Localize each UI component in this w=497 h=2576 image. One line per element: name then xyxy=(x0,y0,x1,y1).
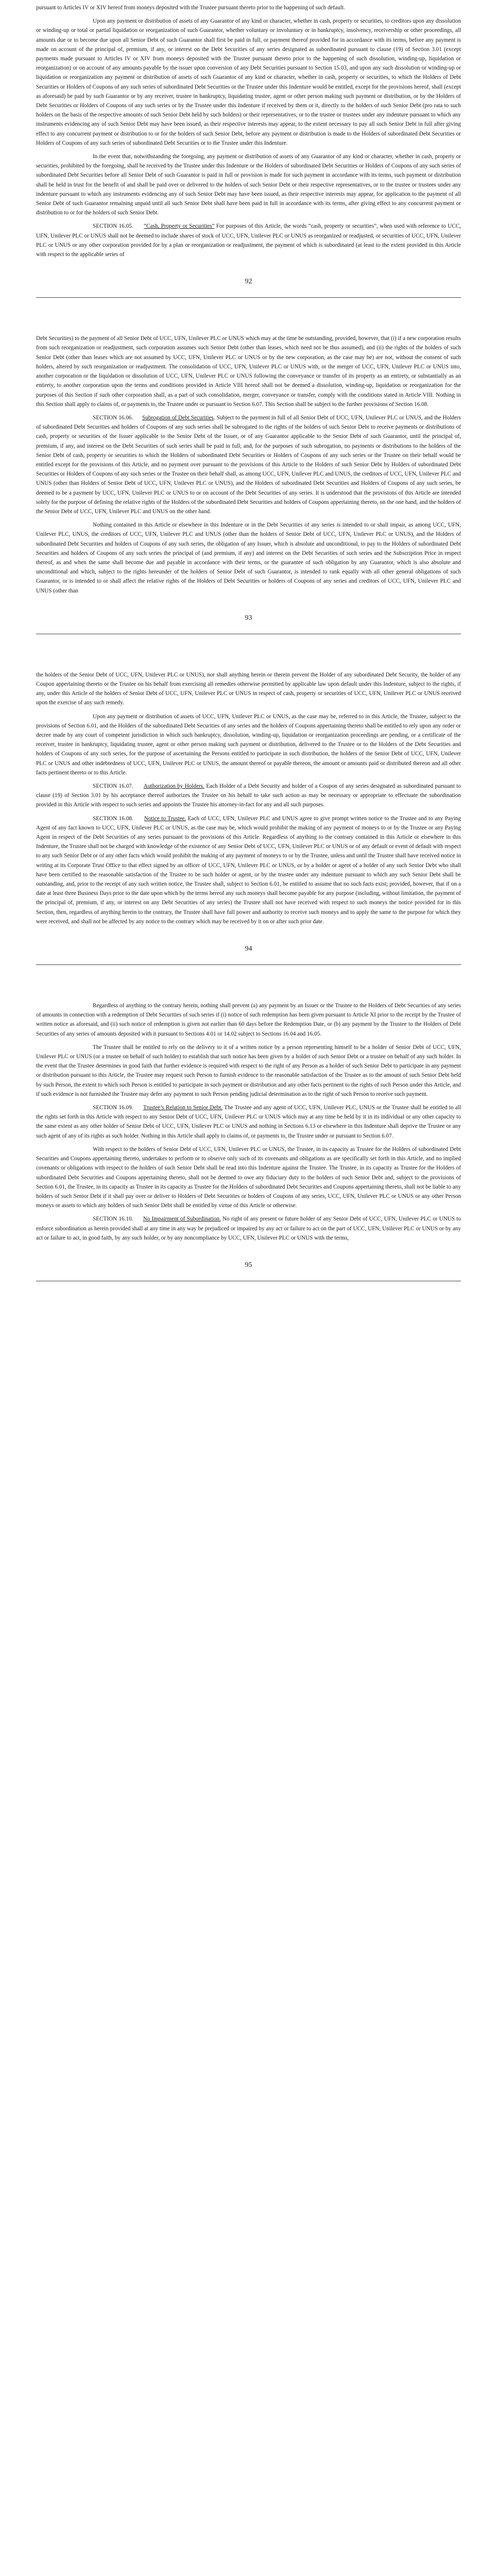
section-16-10 xyxy=(36,1214,461,1243)
section-heading: SECTION 16.06. xyxy=(93,414,133,421)
paragraph: The Trustee shall be entitled to rely on the delivery to it of a written notice by a person representing himself to be a holder of Senior Debt of UCC, UFN, Unilever PLC or UNUS (or a trustee on behalf of such holder) to establish that such notice has been given by a holder of such Senior Debt or a trustee on behalf of any such holder. In the event that the Trustee determines in good faith that further evidence is required with respect to the right of any Person as a holder of such Senior Debt to participate in any payment or distribution pursuant to this Article, the Trustee may request such Person to furnish evidence to the reasonable satisfaction of the Trustee as to the amount of such Senior Debt held by such Person, the extent to which such Person is entitled to participate in such payment or distribution and any other facts pertinent to the rights of such Person under this Article, and if such evidence is not furnished the Trustee may defer any payment to such Person pending judicial determination as to the right of such Person to receive such payment. xyxy=(36,1044,461,1097)
paragraph: Nothing contained in this Article or elsewhere in this Indenture or in the Debt Securities of any series is intended to or shall impair, as among UCC, UFN, Unilever PLC, UNUS, the creditors of UCC, UFN, Unilever PLC and UNUS (other than the holders of Senior Debt of UCC, UFN, Unilever PLC or UNUS), and the Holders of subordinated Debt Securities and holders of Coupons of any such series, the obligation of any Issuer, which is absolute and unconditional, to pay to the Holders of subordinated Debt Securities and holders of Coupons of any such series the principal of (and premium, if any) and interest on the Debt Securities of such series and the Subscription Price in respect thereof, as and when the same shall become due and payable in accordance with their terms, or the guarantee of such obligation by any Guarantor, which is also absolute and unconditional and which, subject to the rights hereunder of the holders of Senior Debt of such Guarantor, is intended to rank equally with all other general obligations of such Guarantor, or is intended to or shall affect the relative rights of the Holders of Debt Securities or holders of Coupons of any series and creditors of UCC, UFN, Unilever PLC and UNUS (other than xyxy=(36,522,461,594)
section-heading: SECTION 16.07. xyxy=(93,783,133,789)
section-title: Notice to Trustee. xyxy=(144,815,186,822)
section-16-09 xyxy=(36,1103,461,1141)
page-number: 92 xyxy=(245,278,252,286)
section-text: Each Holder of a Debt Security and holder of a Coupon of any series designated as subordinated pursuant to clause (19) of Section 3.01 by his acceptance thereof authorizes the Trustee on his behalf to take such action as may be necessary or appropriate to effectuate the subordination provided in this Article with respect to such series and appoints the Trustee his attorney-in-fact for any and all such purposes. xyxy=(36,783,461,808)
section-16-06: SECTION 16.06. Subrogation of Debt Securities. Subject to the payment in full of all Senior Debt of UCC, UFN, Unilever PLC or UNUS, and the Holders of subordinated Debt Securities and holders of Coupons of any such series shall be subrogated to the rights of the holders of such Senior Debt to receive payments or distributions of cash, property or securities of the Issuer applicable to the Senior Debt of the Issuer, or of any Guarantor applicable to the Senior Debt of such Guarantor, until the principal of, premium, if any, and interest on the Debt Securities of such series shall be paid in full; and, for the purposes of such subrogation, no payments or distributions to the holders of the Senior Debt of cash, property or securities to which the Holders of subordinated Debt Securities or Holders of Coupons of any such series or the Trustee on their behalf would be entitled except for the provisions of this Article, and no payment over pursuant to the provisions of this Article to the Holders of such Senior Debt by Holders of subordinated Debt Securities or Holders of Coupons of any such series or the Trustee on their behalf shall, as among UCC, UFN, Unilever PLC and UNUS, the creditors of UCC, UFN, Unilever PLC and UNUS (other than Holders of Senior Debt of UCC, UFN, Unilever PLC or UNUS), and the Holders of subordinated Debt Securities and Holders of Coupons of any such series, be deemed to be a payment by UCC, UFN, Unilever PLC or UNUS to or on account of the Debt Securities of any series. It is understood that the provisions of this Article are intended solely for the purpose of defining the relative rights of the Holders of the subordinated Debt Securities and holders of Coupons appertaining thereto, on the one hand, and the holders of the Senior Debt of UCC, UFN, Unilever PLC and UNUS on the other hand. xyxy=(36,414,461,515)
paragraph: Debt Securities) to the payment of all Senior Debt of UCC, UFN, Unilever PLC or UNUS which may at the time be outstanding, provided, however, that (i) if a new corporation results from such reorganization or readjustment, such corporation assumes such Senior Debt (other than leases, which need not be thus assumed), and (ii) the rights of the holders of such Senior Debt (other than leases which are not assumed by UCC, UFN, Unilever PLC or UNUS or by the new corporation, as the case may be) are not, without the consent of such holders, altered by such reorganization or readjustment. The consolidation of UCC, UFN, Unilever PLC or UNUS with, or the merger of UCC, UFN, Unilever PLC or UNUS into, another corporation or the liquidation or dissolution of UCC, UFN, Unilever PLC or UNUS following the conveyance or transfer of its property as an entirety, or substantially as an entirety, to another corporation upon the terms and conditions provided in Article VIII hereof shall not be deemed a dissolution, winding-up, liquidation or reorganization for the purposes of this Section if such other corporation shall, as a part of such consolidation, merger, conveyance or transfer, comply with the conditions stated in Article VIII. Nothing in this Section shall apply to claims of, or payments to, the Trustee under or pursuant to Section 6.07. This Section shall be subject to the further provisions of Section 16.08. xyxy=(36,335,461,408)
section-text: No right of any present or future holder of any Senior Debt of UCC, UFN, Unilever PLC or UNUS to enforce subordination as herein provided shall at any time in any way be prejudiced or impaired by any act or failure to act on the part of UCC, UFN, Unilever PLC or UNUS or by any act or failure to act, in good faith, by any such holder, or by any noncompliance by UCC, UFN, Unilever PLC or UNUS with the terms, xyxy=(36,1216,461,1241)
section-text: For purposes of this Article, the words “cash, property or securities”, when used with reference to UCC, UFN, Unilever PLC or UNUS shall not be deemed to include shares of stock of UCC, UFN, Unilever PLC or UNUS as reorganized or readjusted, or securities of UCC, UFN, Unilever PLC or UNUS or any other corporation provided for by a plan or reorganization or readjustment, the payment of which is subordinated (at least to the extent provided in this Article with respect to the applicable series of xyxy=(36,223,461,258)
section-16-05 xyxy=(36,222,461,259)
section-title: Trustee’s Relation to Senior Debt. xyxy=(143,1105,223,1111)
paragraph: pursuant to Articles IV or XIV hereof from moneys deposited with the Trustee pursuant thereto prior to the happening of such default. xyxy=(36,5,345,11)
section-16-07 xyxy=(36,782,461,810)
section-text: Subject to the payment in full of all Senior Debt of UCC, UFN, Unilever PLC or UNUS, and the Holders of subordinated Debt Securities and holders of Coupons of any such series shall be subrogated to the rights of the holders of such Senior Debt to receive payments or distributions of cash, property or securities of the Issuer applicable to the Senior Debt of the Issuer, or of any Guarantor applicable to the Senior Debt of such Guarantor, until the principal of, premium, if any, and interest on the Debt Securities of such series shall be paid in full; and, for the purposes of such subrogation, no payments or distributions to the holders of the Senior Debt of cash, property or securities to which the Holders of subordinated Debt Securities or Holders of Coupons of any such series or the Trustee on their behalf would be entitled except for the provisions of this Article, and no payment over pursuant to the provisions of this Article to the Holders of such Senior Debt by Holders of subordinated Debt Securities or Holders of Coupons of any such series or the Trustee on their behalf shall, as among UCC, UFN, Unilever PLC and UNUS, the creditors of UCC, UFN, Unilever PLC and UNUS (other than Holders of Senior Debt of UCC, UFN, Unilever PLC or UNUS), and the Holders of subordinated Debt Securities and Holders of Coupons of any such series, be deemed to be a payment by UCC, UFN, Unilever PLC or UNUS to or on account of the Debt Securities of any series. It is understood that the provisions of this Article are intended solely for the purpose of defining the relative rights of the Holders of the subordinated Debt Securities and holders of Coupons appertaining thereto, on the one hand, and the holders of the Senior Debt of UCC, UFN, Unilever PLC and UNUS on the other hand. xyxy=(36,414,461,515)
page-number: 93 xyxy=(245,614,252,622)
section-16-08 xyxy=(36,814,461,926)
paragraph: With respect to the holders of Senior Debt of UCC, UFN, Unilever PLC or UNUS, the Trustee, in its capacity as Trustee for the Holders of subordinated Debt Securities and Coupons appertaining thereto, undertakes to perform or to observe only such of its covenants and obligations as are specifically set forth in this Article, and no implied covenants or obligations with respect to the holders of such Senior Debt shall be read into this Indenture against the Trustee. The Trustee, in its capacity as Trustee for the Holders of subordinated Debt Securities and Coupons appertaining thereto, shall not be deemed to owe any fiduciary duty to the holders of such Senior Debt and, subject to the provisions of Section 6.01, the Trustee, in its capacity as Trustee in its capacity as Trustee for the Holders of subordinated Debt Securities and Coupons appertaining thereto, shall not be liable to any holders of such Senior Debt if it shall pay over or deliver to Holders of Debt Securities or holders of Coupons of any series, UCC, UFN, Unilever PLC or UNUS or any other Person moneys or assets to which any holders of such Senior Debt shall be entitled by virtue of this Article or otherwise. xyxy=(36,1146,461,1209)
section-heading: SECTION 16.08. xyxy=(93,815,133,822)
section-heading: SECTION 16.09. xyxy=(93,1105,133,1111)
section-title: “Cash, Property or Securities” xyxy=(144,223,215,230)
section-heading: SECTION 16.05. xyxy=(93,223,133,230)
page-94-body xyxy=(36,670,461,926)
page-number: 95 xyxy=(245,1261,252,1269)
page-95-body xyxy=(36,1001,461,1243)
page-93-body xyxy=(36,334,461,595)
page-92-body xyxy=(36,0,461,259)
paragraph: Upon any payment or distribution of assets of any Guarantor of any kind or character, whether in cash, property or securities, to creditors upon any dissolution or winding-up or total or partial liquidation or reorganization of such Guarantor, whether voluntary or involuntary or in bankruptcy, insolvency, receivership or other proceedings, all amounts due or to become due upon all Senior Debt of such Guarantor shall first be paid in full, or payment thereof provided for in accordance with its terms, before any payment is made on account of the principal of, premium, if any, or interest on the Debt Securities of any series designated as subordinated pursuant to clause (19) of Section 3.01 (except payments made pursuant to Articles IV or XIV from moneys deposited with the Trustee pursuant thereto prior to the happening of such dissolution, winding-up, liquidation or reorganization) or on account of any amounts payable by the issuer upon conversion of any Debt Securities pursuant to Section 15.03, and upon any such dissolution or winding-up or liquidation or reorganization any payment or distribution of assets of such Guarantor of any kind or character, whether in cash, property or securities, to which the Holders of Debt Securities or Holders of Coupons of any such series of subordinated Debt Securities or the Trustee under this Indenture would be entitled, except for the provisions hereof, shall (except as aforesaid) be paid by such Guarantor or by any receiver, trustee in bankruptcy, liquidating trustee, agent or other person making such payment or distribution, or by the Holders of Debt Securities or Holders of Coupons of any such series or by the Trustee under this Indenture if received by them or it, directly to the holders of such Senior Debt (pro rata to such holders on the basis of the respective amounts of such Senior Debt held by such holders) or their representatives, or to the trustee or trustees under any indenture pursuant to which any instruments evidencing any of such Senior Debt may have been issued, as their respective interests may appear, to the extent necessary to pay all such Senior Debt in full after giving effect to any concurrent payment or distribution to or for the holders of such Senior Debt, before any payment or distribution is made to the Holders of subordinated Debt Securities or Holders of Coupons of any such series of subordinated Debt Securities or to the Trustee under this Indenture. xyxy=(36,18,461,146)
paragraph: Regardless of anything to the contrary herein, nothing shall prevent (a) any payment by an Issuer or the Trustee to the Holders of Debt Securities of any series of amounts in connection with a redemption of Debt Securities of such series if (i) notice of such redemption has been given pursuant to Article XI prior to the receipt by the Trustee of written notice as aforesaid, and (ii) such notice of redemption is given not earlier than 60 days before the Redemption Date, or (b) any payment by the Trustee to the Holders of Debt Securities of any series of amounts deposited with it pursuant to Sections 4.01 or 14.02 subject to Sections 16.04 and 16.05. xyxy=(36,1003,461,1037)
section-title: Subrogation of Debt Securities xyxy=(142,414,214,421)
section-text: The Trustee and any agent of UCC, UFN, Unilever PLC, UNUS or the Trustee shall be entitled to all the rights set forth in this Article with respect to any Senior Debt of UCC, UFN, Unilever PLC or UNUS which may at any time be held by it in its individual or any other capacity to the same extent as any other holder of Senior Debt of UCC, UFN, Unilever PLC or UNUS and nothing in Sections 6.13 or elsewhere in this Indenture shall deprive the Trustee or any such agent of any of its rights as such holder. Nothing in this Article shall apply to claims of, or payments to, the Trustee under or pursuant to Section 6.07. xyxy=(36,1105,461,1139)
paragraph: In the event that, notwithstanding the foregoing, any payment or distribution of assets of any Guarantor of any kind or character, whether in cash, property or securities, prohibited by the foregoing, shall be received by the Trustee under this Indenture or the Holders of subordinated Debt Securities or Holders of Coupons of any such series of subordinated Debt Securities before all Senior Debt of such Guarantor is paid in full or provision is made for such payment in accordance with its terms, such payment or distribution shall be held in trust for the benefit of and shall be paid over or delivered to the holders of such Senior Debt or their respective representatives, or to the trustee or trustees under any indenture pursuant to which any instruments evidencing any of such Senior Debt may have been issued, as their respective interests may appear, for application to the payment of all Senior Debt of such Guarantor remaining unpaid until all such Senior Debt shall have been paid in full in accordance with its terms, after giving effect to any concurrent payment or distribution to or for the holders of such Senior Debt. xyxy=(36,154,461,216)
section-title: Authorization by Holders. xyxy=(143,783,204,789)
section-title: No Impairment of Subordination. xyxy=(143,1216,221,1223)
paragraph: Upon any payment or distribution of assets of UCC, UFN, Unilever PLC or UNUS, as the case may be, referred to in this Article, the Trustee, subject to the provisions of Section 6.01, and the Holders of the subordinated Debt Securities of any series and the holders of Coupons appertaining thereto shall be entitled to rely upon any order or decree made by any court of competent jurisdiction in which such bankruptcy, dissolution, winding-up, liquidation or reorganization proceedings are pending, or a certificate of the receiver, trustee in bankruptcy, liquidating trustee, agent or other person making such payment or distribution, delivered to the Trustee or to the Holders of the Debt Securities and holders of Coupons of any such series, for the purpose of ascertaining the Persons entitled to participate in such distribution, the holders of the Senior Debt of UCC, UFN, Unilever PLC or UNUS and other indebtedness of UCC, UFN, Unilever PLC or UNUS, the amount thereof or payable thereon, the amount or amounts paid or distributed thereon and all other facts pertinent thereto or to this Article. xyxy=(36,713,461,776)
section-heading: SECTION 16.10. xyxy=(93,1216,133,1223)
paragraph: the holders of the Senior Debt of UCC, UFN, Unilever PLC or UNUS), nor shall anything herein or therein prevent the Holder of any subordinated Debt Security, the holder of any Coupon appertaining thereto or the Trustee on his behalf from exercising all remedies otherwise permitted by applicable law upon default under this Indenture, subject to the rights, if any, under this Article of the holders of Senior Debt of UCC, UFN, Unilever PLC or UNUS in respect of cash, property or securities of UCC, UFN, Unilever PLC or UNUS received upon the exercise of any such remedy. xyxy=(36,671,461,706)
section-text: Each of UCC, UFN, Unilever PLC and UNUS agree to give prompt written notice to the Trustee and to any Paying Agent of any fact known to UCC, UFN, Unilever PLC or UNUS, as the case may be, which would prohibit the making of any payment of moneys to or by the Trustee or any Paying Agent in respect of the Debt Securities of any series pursuant to the provisions of this Article. Regardless of anything to the contrary contained in this Article or elsewhere in this Indenture, the Trustee shall not be charged with knowledge of the existence of any Senior Debt of UCC, UFN, Unilever PLC or UNUS or of any default or event of default with respect to any such Senior Debt or of any other facts which would prohibit the making of any payment of moneys to or by the Trustee, unless and until the Trustee shall have received notice in writing at its Corporate Trust Office to that effect signed by an officer of UCC, UFN, Unilever PLC or UNUS, or by a holder or agent of a holder of any such Senior Debt who shall have been certified to the reasonable satisfaction of the Trustee to be such holder or agent, or by the trustee under any indenture pursuant to which any such Senior Debt shall be outstanding, and, prior to the receipt of any such written notice, the Trustee shall, subject to Section 6.01, be entitled to assume that no such facts exist; provided, however, that if on a date at least three Business Days prior to the date upon which by the terms hereof any such moneys shall become payable for any purpose (including, without limitation, the payment of the principal of, premium, if any, or interest on any Debt Securities of any series) the Trustee shall not have received with respect to such moneys the notice provided for in this Section, then, regardless of anything herein to the contrary, the Trustee shall have full power and authority to receive such moneys and to apply the same to the purpose for which they were received, and shall not be affected by any notice to the contrary which may be received by it on or after such prior date. xyxy=(36,815,461,925)
page-number: 94 xyxy=(245,945,252,953)
document xyxy=(0,0,497,1281)
